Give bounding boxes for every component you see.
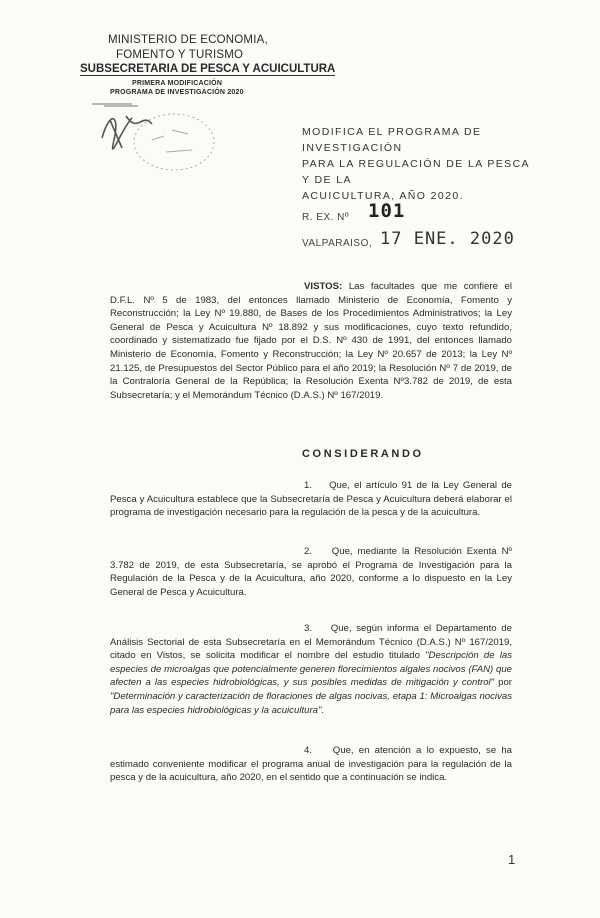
paragraph-3-old-title: "Descripción de las especies de microalgas que potencialmente generen florecimientos algales nocivos (FAN) que afecten a las especies hidrobiológicas, y sus posibles medidas de mitigación y control" xyxy=(110,650,512,689)
paragraph-1-text: Que, el artículo 91 de la Ley General de Pesca y Acuicultura establece que la Subsecretaría de Pesca y Acuicultura deberá elaborar el programa de investigación necesario para la regulación de la pesca y de la acuicultura. xyxy=(110,480,512,519)
ministry-line-1: MINISTERIO DE ECONOMIA, xyxy=(108,34,268,46)
ministry-line-2: FOMENTO Y TURISMO xyxy=(116,49,244,61)
program-label: PROGRAMA DE INVESTIGACIÓN 2020 xyxy=(110,89,244,96)
considerando-heading: CONSIDERANDO xyxy=(302,448,424,460)
modification-label: PRIMERA MODIFICACIÓN xyxy=(132,80,223,87)
considerando-paragraph-2 xyxy=(110,545,512,599)
paragraph-4-number: 4. xyxy=(304,745,313,756)
paragraph-3-new-title: "Determinación y caracterización de floraciones de algas nocivas, etapa 1: Microalgas nocivas para las especies hidrobiológicas y la acuicultura" xyxy=(110,690,512,716)
considerando-paragraph-3 xyxy=(110,622,512,717)
considerando-paragraph-1 xyxy=(110,479,512,520)
paragraph-2-number: 2. xyxy=(304,546,313,557)
title-line-1: MODIFICA EL PROGRAMA DE INVESTIGACIÓN xyxy=(302,126,482,154)
subsecretaria-name: SUBSECRETARIA DE PESCA Y ACUICULTURA xyxy=(80,63,336,75)
paragraph-1-number: 1. xyxy=(304,480,313,491)
vistos-text: Las facultades que me confiere el D.F.L. Nº 5 de 1983, del entonces llamado Ministerio de Economía, Fomento y Reconstrucción; la Ley Nº 19.880, de Bases de los Procedimientos Administrativos; la Ley General de Pesca y Acuicultura Nº 18.892 y sus modificaciones, cuyo texto refundido, coordinado y sistematizado fue fijado por el D.S. Nº 430 de 1991, del entonces llamado Ministerio de Economía, Fomento y Reconstrucción; la Ley Nº 20.657 de 2013; la Ley Nº 21.125, de Presupuestos del Sector Público para el año 2019; la Resolución Nº 7 de 2019, de la Contraloría General de la República; la Resolución Exenta Nº3.782 de 2019, de esta Subsecretaría; y el Memorándum Técnico (D.A.S.) Nº 167/2019. xyxy=(110,281,512,401)
place-label: VALPARAISO, xyxy=(302,238,373,249)
title-line-3: ACUICULTURA, AÑO 2020. xyxy=(302,190,464,202)
document-title xyxy=(302,124,532,204)
page-number: 1 xyxy=(508,852,516,867)
resolution-number: 101 xyxy=(368,200,406,222)
paragraph-4-text: Que, en atención a lo expuesto, se ha estimado conveniente modificar el programa anual de investigación para la regulación de la pesca y de la acuicultura, año 2020, en el sentido que a continuación se indica. xyxy=(110,745,513,784)
considerando-paragraph-4 xyxy=(110,744,512,785)
paragraph-2-text: Que, mediante la Resolución Exenta Nº 3.782 de 2019, de esta Subsecretaría, se aprobó el Programa de Investigación para la Regulación de la Pesca y de la Acuicultura, año 2020, conforme a lo dispuesto en la Ley General de Pesca y Acuicultura. xyxy=(110,546,512,598)
paragraph-3-text-a: Que, según informa el Departamento de Análisis Sectorial de esta Subsecretaría en el Memorándum Técnico (D.A.S.) Nº 167/2019, citado en Vistos, se solicita modificar el nombre del estudio titulado xyxy=(110,623,512,662)
resolution-label: R. EX. Nº xyxy=(302,212,350,223)
title-line-2: PARA LA REGULACIÓN DE LA PESCA Y DE LA xyxy=(302,158,530,186)
vistos-label: VISTOS: xyxy=(304,281,343,292)
paragraph-3-text-c: por xyxy=(494,677,512,689)
signature-stamp-image xyxy=(92,100,222,180)
vistos-paragraph xyxy=(110,280,512,402)
paragraph-3-number: 3. xyxy=(304,623,313,634)
paragraph-3-text-e: . xyxy=(321,704,325,716)
resolution-date: 17 ENE. 2020 xyxy=(380,229,515,249)
